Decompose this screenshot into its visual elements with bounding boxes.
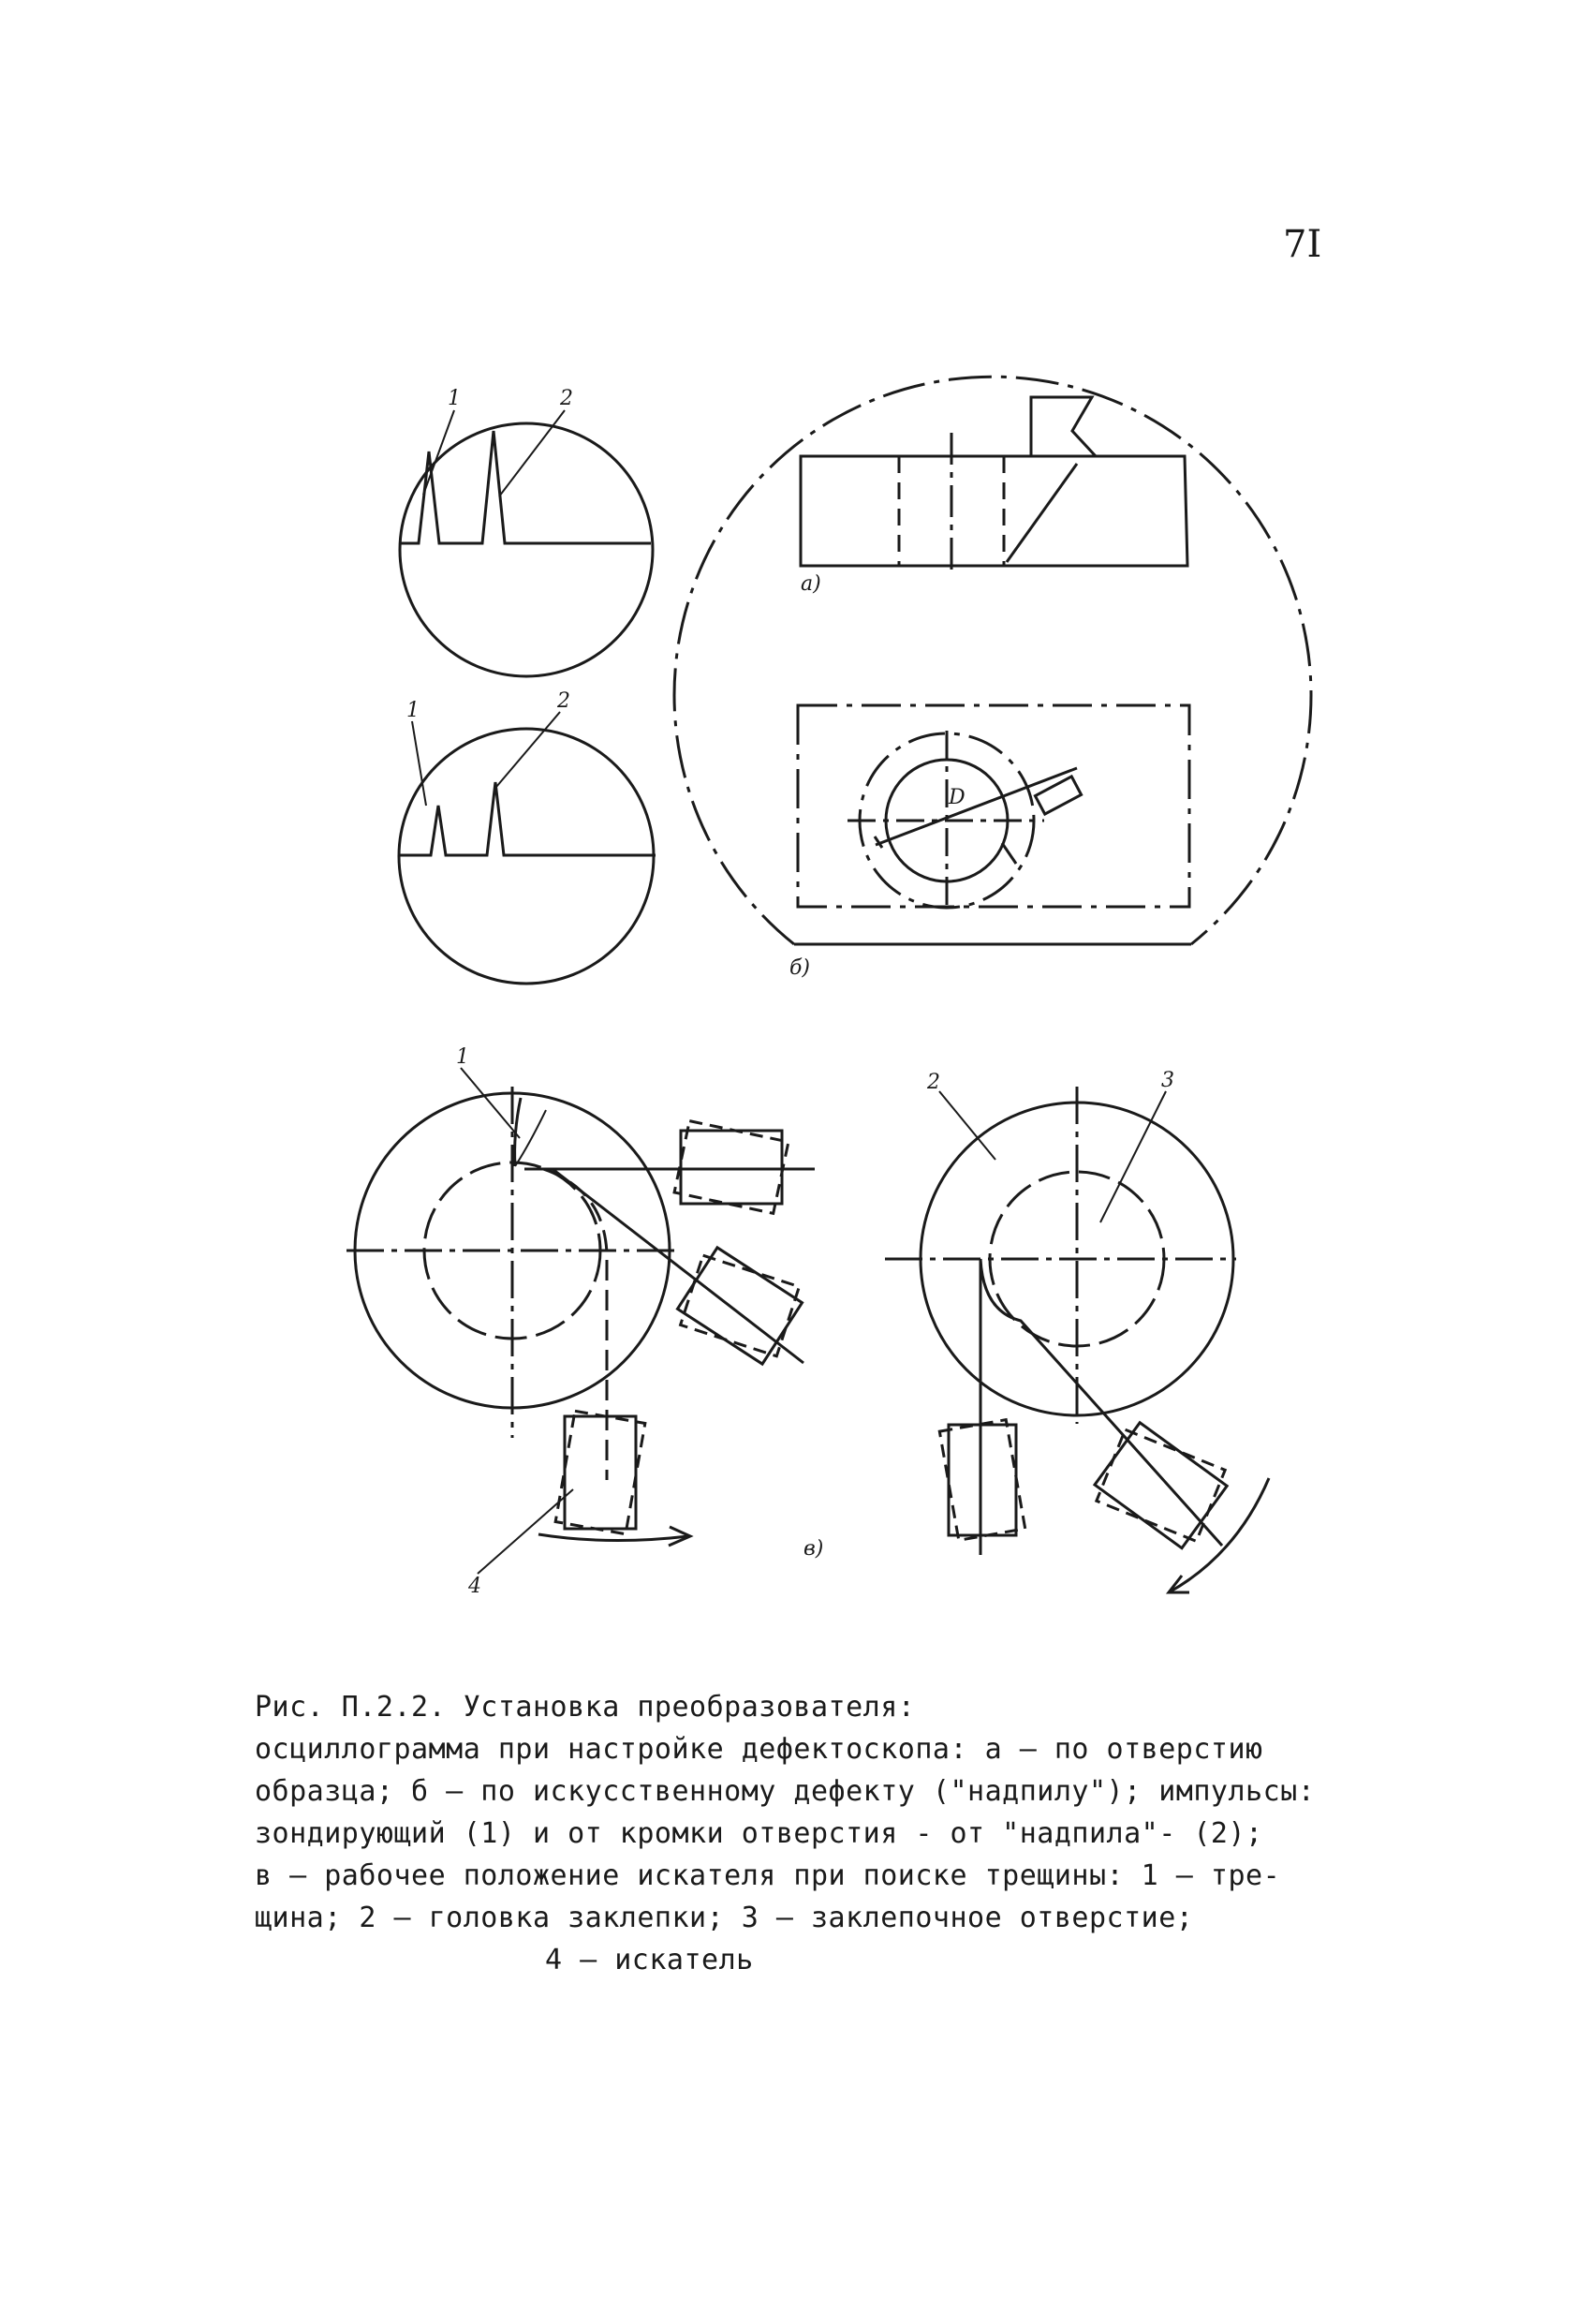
oscillogram-trace-2 [399, 782, 656, 855]
beam-path-dashed [543, 1169, 607, 1480]
probe-a [1031, 397, 1096, 456]
label-4v: 4 [468, 1575, 481, 1598]
label-d: D [949, 786, 966, 809]
caption-line-6: щина; 2 – головка заклепки; 3 – заклепочное отверстие; [255, 1902, 1194, 1934]
scan-arrow-v1 [538, 1534, 688, 1541]
label-2a: 2 [560, 387, 573, 410]
probe-v2-2-rotated [1097, 1429, 1225, 1541]
label-b: б) [789, 956, 811, 980]
caption-line-1: Рис. П.2.2. Установка преобразователя: [255, 1691, 916, 1724]
leader-line-2b [496, 712, 560, 787]
beam-line-b [876, 768, 1077, 845]
label-1b: 1 [406, 699, 420, 722]
sketch-b-top-view [674, 377, 1311, 980]
oscillogram-b [399, 689, 656, 984]
label-2v: 2 [927, 1071, 940, 1094]
label-2b: 2 [557, 689, 570, 713]
notch-mark-2 [1002, 843, 1016, 864]
page-number: 7I [1283, 223, 1322, 266]
leader-hole [1100, 1091, 1166, 1222]
caption-line-2: осциллограмма при настройке дефектоскопа: а – по отверстию [255, 1733, 1263, 1766]
caption-line-4: зондирующий (1) и от кромки отверстия - от "надпила"- (2); [255, 1817, 1263, 1850]
sketch-v-left-crack-search [346, 1045, 823, 1598]
beam-line-a [1007, 464, 1077, 562]
figure-caption [255, 1686, 1316, 1981]
plate-outline-b [798, 705, 1189, 907]
label-a: а) [801, 572, 821, 596]
oscillogram-a [400, 387, 653, 676]
probe-v1-1 [681, 1131, 782, 1204]
scan-arrowhead-v2 [1169, 1576, 1189, 1592]
oscillogram-trace-1 [401, 431, 651, 543]
probe-v1-3 [565, 1416, 636, 1529]
sketch-a-sample-section [801, 397, 1187, 596]
caption-line-3: образца; б – по искусственному дефекту ("надпилу"); импульсы: [255, 1775, 1316, 1808]
probe-v1-1-rotated [674, 1121, 789, 1214]
label-v: в) [803, 1537, 824, 1561]
probe-v2-1-rotated [939, 1420, 1024, 1541]
sample-plate [801, 456, 1187, 566]
probe-v1-2-rotated [681, 1255, 800, 1356]
label-1a: 1 [448, 387, 461, 410]
label-1v: 1 [456, 1045, 469, 1069]
caption-line-5: в – рабочее положение искателя при поиске трещины: 1 – тре- [255, 1859, 1281, 1892]
caption-line-7: 4 – искатель [545, 1944, 754, 1976]
sketch-v-right-rivet [885, 1069, 1269, 1592]
leader-head [939, 1091, 995, 1160]
beam-to-probe-2 [553, 1169, 803, 1363]
probe-v1-3-rotated [555, 1411, 645, 1533]
label-3v: 3 [1161, 1069, 1174, 1092]
probe-v2-1 [949, 1425, 1016, 1535]
leader-probe [478, 1489, 573, 1574]
